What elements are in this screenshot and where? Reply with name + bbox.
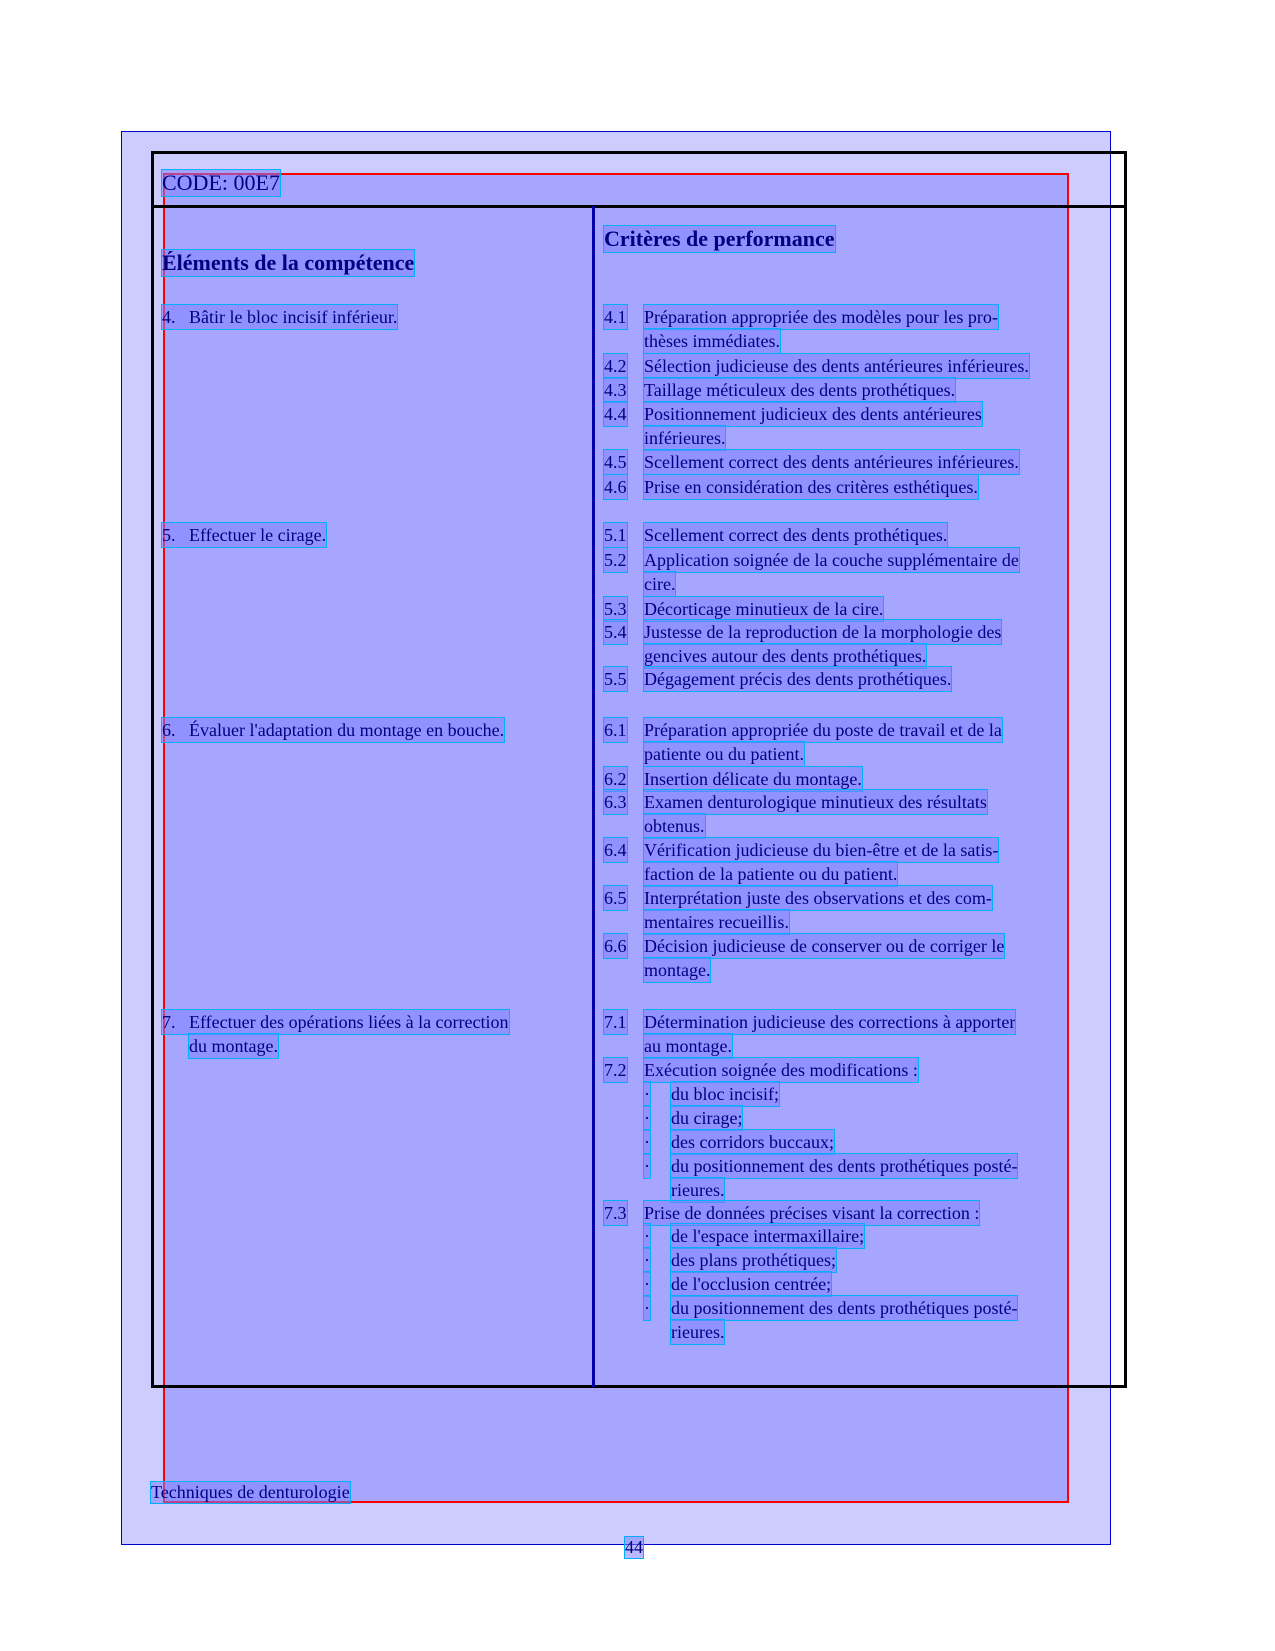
competence-element-number: 4. xyxy=(162,307,176,327)
bullet-marker: · xyxy=(644,1298,650,1318)
criterion-number: 5.3 xyxy=(604,599,627,619)
bullet-marker: · xyxy=(644,1156,650,1176)
criterion-text: mentaires recueillis. xyxy=(644,912,789,932)
table-header-divider xyxy=(151,205,1127,208)
bullet-marker: · xyxy=(644,1084,650,1104)
criterion-text: inférieures. xyxy=(644,428,726,448)
criterion-number: 6.6 xyxy=(604,936,627,956)
criterion-text: patiente ou du patient. xyxy=(644,744,804,764)
footer-program-name: Techniques de denturologie xyxy=(151,1482,350,1502)
competence-element-line xyxy=(162,523,326,547)
criterion-bullet-text: des plans prothétiques; xyxy=(671,1250,836,1270)
criterion-number: 4.2 xyxy=(604,356,627,376)
criterion-text: Scellement correct des dents antérieures inférieures. xyxy=(644,452,1019,472)
criterion-bullet-text: rieures. xyxy=(671,1180,725,1200)
competence-element-line xyxy=(189,1034,278,1058)
criterion-number: 4.5 xyxy=(604,452,627,472)
criterion-bullet-text: du cirage; xyxy=(671,1108,743,1128)
criterion-text: Exécution soignée des modifications : xyxy=(644,1060,918,1080)
competence-element-number: 5. xyxy=(162,525,176,545)
competence-element-number: 6. xyxy=(162,720,176,740)
criterion-text: Prise en considération des critères esthétiques. xyxy=(644,477,978,497)
competence-element-text: Effectuer des opérations liées à la correction xyxy=(189,1012,509,1032)
criterion-text: faction de la patiente ou du patient. xyxy=(644,864,898,884)
competence-element-number: 7. xyxy=(162,1012,176,1032)
criterion-bullet-text: du positionnement des dents prothétiques posté- xyxy=(671,1298,1018,1318)
criterion-number: 5.2 xyxy=(604,550,627,570)
criterion-text: Détermination judicieuse des corrections à apporter xyxy=(644,1012,1016,1032)
competence-code: CODE: 00E7 xyxy=(162,170,280,195)
competence-element-line xyxy=(162,305,397,329)
bullet-marker: · xyxy=(644,1226,650,1246)
criterion-text: Justesse de la reproduction de la morphologie des xyxy=(644,622,1002,642)
criterion-text: gencives autour des dents prothétiques. xyxy=(644,646,927,666)
criterion-text: Vérification judicieuse du bien-être et de la satis- xyxy=(644,840,999,860)
criterion-text: Décision judicieuse de conserver ou de corriger le xyxy=(644,936,1005,956)
criterion-text: Scellement correct des dents prothétiques. xyxy=(644,525,948,545)
criteria-heading: Critères de performance xyxy=(604,226,835,251)
criterion-text: Examen denturologique minutieux des résultats xyxy=(644,792,987,812)
criterion-number: 6.5 xyxy=(604,888,627,908)
criterion-text: au montage. xyxy=(644,1036,732,1056)
criterion-number: 5.1 xyxy=(604,525,627,545)
competence-element-text: Évaluer l'adaptation du montage en bouche. xyxy=(189,720,505,740)
criterion-text: Préparation appropriée des modèles pour les pro- xyxy=(644,307,998,327)
table-column-divider xyxy=(592,206,595,1387)
criterion-number: 4.1 xyxy=(604,307,627,327)
criterion-text: Positionnement judicieux des dents antérieures xyxy=(644,404,982,424)
competence-table-frame xyxy=(151,151,1127,1388)
criterion-text: obtenus. xyxy=(644,816,705,836)
criterion-text: Prise de données précises visant la correction : xyxy=(644,1203,980,1223)
criterion-number: 6.1 xyxy=(604,720,627,740)
criterion-number: 7.1 xyxy=(604,1012,627,1032)
bullet-marker: · xyxy=(644,1108,650,1128)
competence-element-line xyxy=(162,718,504,742)
criterion-bullet-text: du positionnement des dents prothétiques posté- xyxy=(671,1156,1018,1176)
criterion-bullet-text: du bloc incisif; xyxy=(671,1084,779,1104)
criterion-text: Sélection judicieuse des dents antérieures inférieures. xyxy=(644,356,1029,376)
competence-element-text: Bâtir le bloc incisif inférieur. xyxy=(189,307,398,327)
criterion-number: 7.3 xyxy=(604,1203,627,1223)
criterion-number: 5.4 xyxy=(604,622,627,642)
criterion-number: 6.2 xyxy=(604,769,627,789)
criterion-bullet-text: de l'occlusion centrée; xyxy=(671,1274,832,1294)
bullet-marker: · xyxy=(644,1250,650,1270)
bullet-marker: · xyxy=(644,1132,650,1152)
criterion-bullet-text: rieures. xyxy=(671,1322,725,1342)
page-number: 44 xyxy=(625,1537,643,1557)
criterion-text: Préparation appropriée du poste de travail et de la xyxy=(644,720,1002,740)
criterion-text: Taillage méticuleux des dents prothétiques. xyxy=(644,380,956,400)
bullet-marker: · xyxy=(644,1274,650,1294)
criterion-bullet-text: des corridors buccaux; xyxy=(671,1132,834,1152)
criterion-number: 7.2 xyxy=(604,1060,627,1080)
criterion-bullet-text: de l'espace intermaxillaire; xyxy=(671,1226,865,1246)
criterion-text: montage. xyxy=(644,960,711,980)
criterion-text: thèses immédiates. xyxy=(644,331,780,351)
criterion-number: 4.6 xyxy=(604,477,627,497)
criterion-text: Application soignée de la couche supplémentaire de xyxy=(644,550,1019,570)
criterion-text: Dégagement précis des dents prothétiques. xyxy=(644,669,952,689)
criterion-text: Insertion délicate du montage. xyxy=(644,769,862,789)
criterion-number: 4.3 xyxy=(604,380,627,400)
competence-element-line xyxy=(162,1010,509,1034)
criterion-number: 5.5 xyxy=(604,669,627,689)
competence-element-text: du montage. xyxy=(189,1036,278,1056)
criterion-number: 4.4 xyxy=(604,404,627,424)
criterion-text: Interprétation juste des observations et des com- xyxy=(644,888,992,908)
competence-element-text: Effectuer le cirage. xyxy=(189,525,327,545)
criterion-text: Décorticage minutieux de la cire. xyxy=(644,599,884,619)
criterion-text: cire. xyxy=(644,574,676,594)
criterion-number: 6.3 xyxy=(604,792,627,812)
criterion-number: 6.4 xyxy=(604,840,627,860)
elements-heading: Éléments de la compétence xyxy=(162,250,415,275)
